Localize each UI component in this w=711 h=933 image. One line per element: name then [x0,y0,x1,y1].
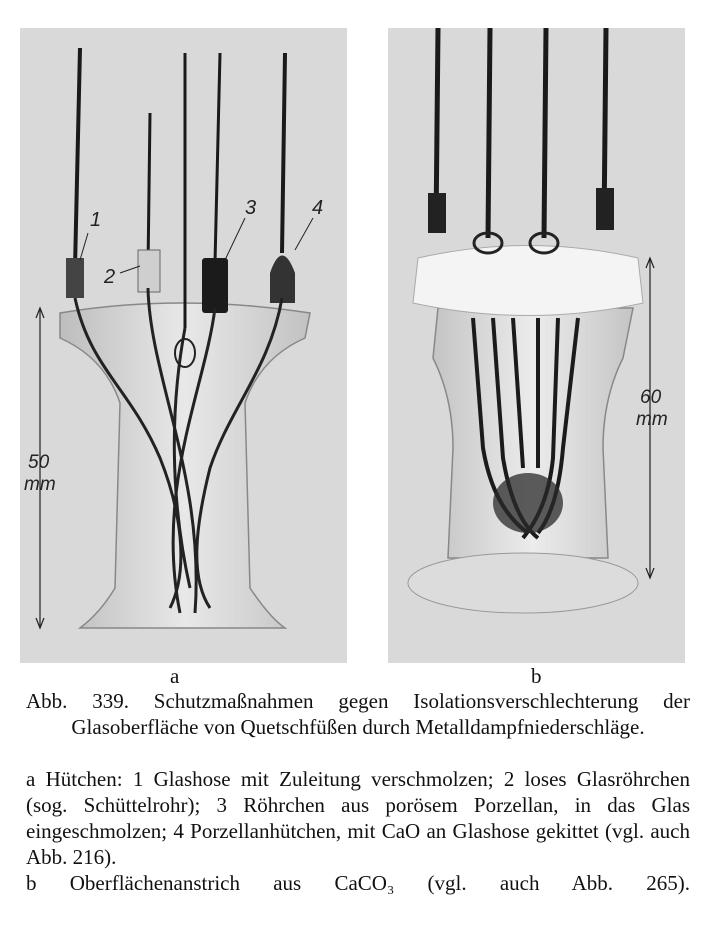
panel-label-b: b [531,664,542,688]
annotation-2: 2 [104,266,116,288]
glass-stem-illustration-a [20,28,347,663]
dimension-unit-a: mm [24,474,56,495]
panel-label-a: a [170,664,180,688]
caption-line-a: a Hütchen: 1 Glashose mit Zuleitung verschmolzen; 2 loses Glasröhrchen (sog. Schüttelrohr); 3 Röhrchen aus porösem Porzellan, in das Glas eingeschmolzen; 4 Porzellanhütchen, mit CaO an Glashose gekittet (vgl. auch Abb. 216). [26,767,690,869]
figure-caption-legend [26,766,690,896]
annotation-1: 1 [90,209,102,231]
dimension-value-a: 50 [28,452,50,473]
photo-panel-a [20,28,347,663]
dimension-value-b: 60 [640,387,662,408]
figure-caption-title: Abb. 339. Schutzmaßnahmen gegen Isolationsverschlechterung der Glasoberfläche von Quetschfüßen durch Metalldampfniederschläge. [26,689,690,739]
caption-line-b: b Oberflächenanstrich aus CaCO₃ (vgl. auch Abb. 265). [26,871,690,895]
dimension-unit-b: mm [636,409,668,430]
glass-stem-illustration-b [388,28,685,663]
annotation-4: 4 [312,197,324,219]
annotation-3: 3 [245,197,257,219]
photo-panel-b [388,28,685,663]
